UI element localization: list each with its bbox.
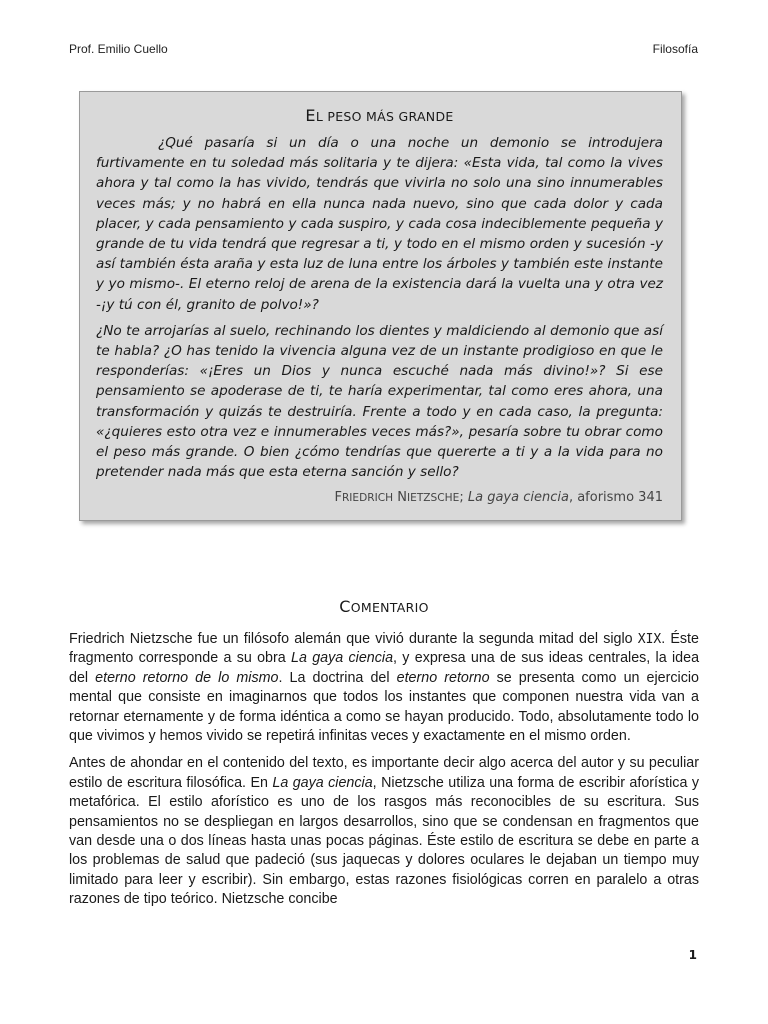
quote-title-initial: E	[305, 106, 316, 125]
p1-idea-2: eterno retorno	[396, 669, 490, 686]
body-paragraph-1	[69, 630, 699, 746]
quote-title	[96, 106, 663, 125]
header-subject: Filosofía	[652, 42, 698, 56]
p2-text-b: , Nietzsche utiliza una forma de escribir aforística y metafórica. El estilo aforístico es uno de los rasgos más reconocibles de su escritura. Sus pensamientos no se despliegan en largos desarrollos, sino que se condensan en fragmentos que van desde una o dos líneas hasta unas pocas páginas. Éste estilo de escritura se debe en parte a los problemas de salud que padeció (sus jaquecas y dolores oculares le dejaban un tiempo muy limitado para leer y escribir). Sin embargo, estas razones fisiológicas corren en paralelo a otras razones de tipo teórico. Nietzsche concibe	[69, 774, 699, 908]
quote-box	[79, 91, 682, 521]
header-author: Prof. Emilio Cuello	[69, 42, 168, 56]
p1-text-a: Friedrich Nietzsche fue un filósofo alemán que vivió durante la segunda mitad del siglo	[69, 631, 638, 647]
quote-paragraph-2: ¿No te arrojarías al suelo, rechinando los dientes y maldiciendo al demonio que así te habla? ¿O has tenido la vivencia alguna vez de un instante prodigioso en que le responderías: «¡Eres un Dios y nunca escuché nada más divino!»? Si ese pensamiento se apoderase de ti, te haría experimentar, tal como eres ahora, una transformación y quizás te destruiría. Frente a todo y en cada caso, la pregunta: «¿quieres esto otra vez e innumerables veces más?», pesaría sobre tu obrar como el peso más grande. O bien ¿cómo tendrías que quererte a ti y a la vida para no pretender nada más que esta eterna sanción y sello?	[96, 322, 663, 481]
section-title-rest: OMENTARIO	[350, 600, 429, 615]
attribution-separator: ;	[459, 490, 464, 506]
p1-work: La gaya ciencia	[291, 650, 394, 667]
p2-work: La gaya ciencia	[272, 774, 373, 791]
attribution-work: La gaya ciencia	[467, 490, 569, 506]
attribution-detail: , aforismo 341	[568, 490, 663, 506]
quote-attribution	[96, 490, 663, 505]
p1-text-c: , y expresa una de sus ideas centrales, la idea del	[69, 650, 700, 686]
attribution-first-rest: RIEDRICH	[341, 492, 394, 505]
p1-text-e: se presenta como un ejercicio mental que consiste en imaginarnos que todos los instantes que componen nuestra vida van a retornar eternamente y de forma idéntica a como se hayan producido. Todo, absolutamente todo lo que vivimos y hemos vivido se repetirá infinitas veces y exactamente en el mismo orden.	[69, 669, 699, 745]
quote-paragraph-1: ¿Qué pasaría si un día o una noche un demonio se introdujera furtivamente en tu soledad más solitaria y te dijera: «Esta vida, tal como la vives ahora y tal como la has vivido, tendrás que vivirla no solo una sino innumerables veces más; y no habrá en ella nunca nada nuevo, sino que cada dolor y cada placer, y cada pensamiento y cada suspiro, y cada cosa indeciblemente pequeña y grande de tu vida tendrá que regresar a ti, y todo en el mismo orden y sucesión -y así también ésta araña y esta luz de luna entre los árboles y también este instante y yo mismo-. El eterno reloj de arena de la existencia dará la vuelta una y otra vez -¡y tú con él, granito de polvo!»?	[96, 135, 663, 313]
p2-text-a: Antes de ahondar en el contenido del texto, es importante decir algo acerca del autor y su peculiar estilo de escritura filosófica. En	[69, 755, 699, 791]
p1-century: XIX	[637, 632, 662, 647]
p1-idea: eterno retorno de lo mismo	[95, 669, 279, 686]
p1-text-d: . La doctrina del	[278, 669, 397, 686]
section-title-initial: C	[339, 597, 351, 616]
section-title	[0, 597, 768, 616]
p1-text-b: . Éste fragmento corresponde a su obra	[69, 631, 699, 667]
attribution-last-initial: N	[397, 490, 407, 506]
page-number: 1	[688, 948, 697, 962]
attribution-first-initial: F	[334, 490, 342, 506]
body-text	[69, 630, 699, 918]
quote-title-rest: L PESO MÁS GRANDE	[315, 109, 454, 124]
body-paragraph-2	[69, 754, 699, 909]
attribution-last-rest: IETZSCHE	[407, 492, 460, 505]
